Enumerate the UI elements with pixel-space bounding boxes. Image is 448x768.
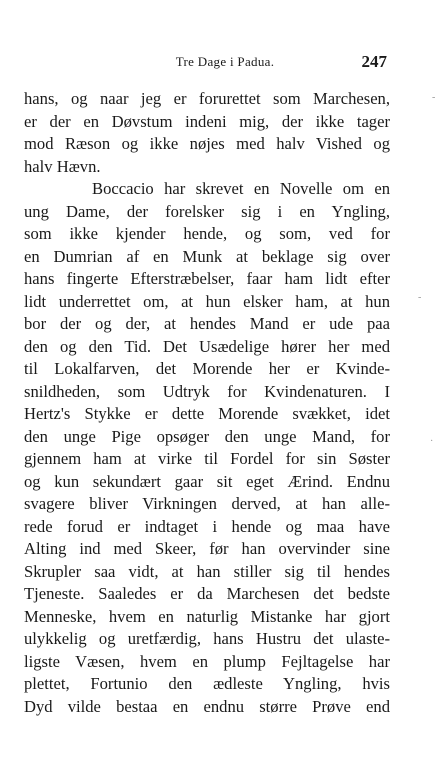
running-head [55, 52, 395, 76]
text-line: Tjeneste. Saaledes er da Marchesen det bedste [24, 584, 390, 603]
text-line: svagere bliver Virkningen derved, at han alle- [24, 494, 390, 513]
text-line: hans fingerte Efterstræbelser, faar ham lidt efter [24, 269, 390, 288]
text-line: rede forud er indtaget i hende og maa have [24, 516, 390, 536]
text-line: lidt underrettet om, at hun elsker ham, at hun [24, 291, 390, 311]
text-line: ung Dame, der forelsker sig i en Yngling, [24, 201, 390, 221]
text-line: Boccacio har skrevet en Novelle om en [92, 179, 390, 198]
text-line: plettet, Fortunio den ædleste Yngling, hvis [24, 674, 390, 693]
text-line: Hertz's Stykke er dette Morende svækket, idet [24, 404, 390, 423]
text-line: ligste Væsen, hvem en plump Fejltagelse har [24, 651, 390, 671]
text-line: den unge Pige opsøger den unge Mand, for [24, 426, 390, 446]
margin-speck: · [430, 436, 434, 447]
text-line: er der en Døvstum indeni mig, der ikke tager [24, 111, 390, 131]
text-line: mod Ræson og ikke nøjes med halv Vished og [24, 134, 390, 153]
text-line: Dyd vilde bestaa en endnu større Prøve end [24, 696, 390, 716]
body-text [24, 88, 390, 718]
text-line: som ikke kjender hende, og som, ved for [24, 224, 390, 243]
text-line: en Dumrian af en Munk at beklage sig over [24, 246, 390, 266]
text-line: Menneske, hvem en naturlig Mistanke har gjort [24, 606, 390, 626]
running-title: Tre Dage i Padua. [175, 54, 275, 69]
text-line: hans, og naar jeg er forurettet som Marchesen, [24, 89, 390, 108]
text-line: og kun sekundært gaar sit eget Ærind. Endnu [24, 471, 390, 491]
text-line: ulykkelig og uretfærdig, hans Hustru det ulaste- [24, 629, 390, 648]
text-line: bor der og der, at hendes Mand er ude paa [24, 314, 390, 333]
text-line: snildheden, som Udtryk for Kvindenaturen. I [24, 381, 390, 401]
margin-speck: - [432, 92, 436, 103]
text-line: til Lokalfarven, det Morende her er Kvinde- [24, 359, 390, 378]
text-line: halv Hævn. [24, 156, 101, 176]
page-number: 247 [361, 52, 387, 71]
text-line: den og den Tid. Det Usædelige hører her med [24, 336, 390, 356]
text-line: Skrupler saa vidt, at han stiller sig til hendes [24, 561, 390, 581]
text-line: Alting ind med Skeer, før han overvinder sine [24, 539, 390, 558]
text-line: gjennem ham at virke til Fordel for sin Søster [24, 449, 390, 468]
margin-speck: - [418, 292, 422, 303]
